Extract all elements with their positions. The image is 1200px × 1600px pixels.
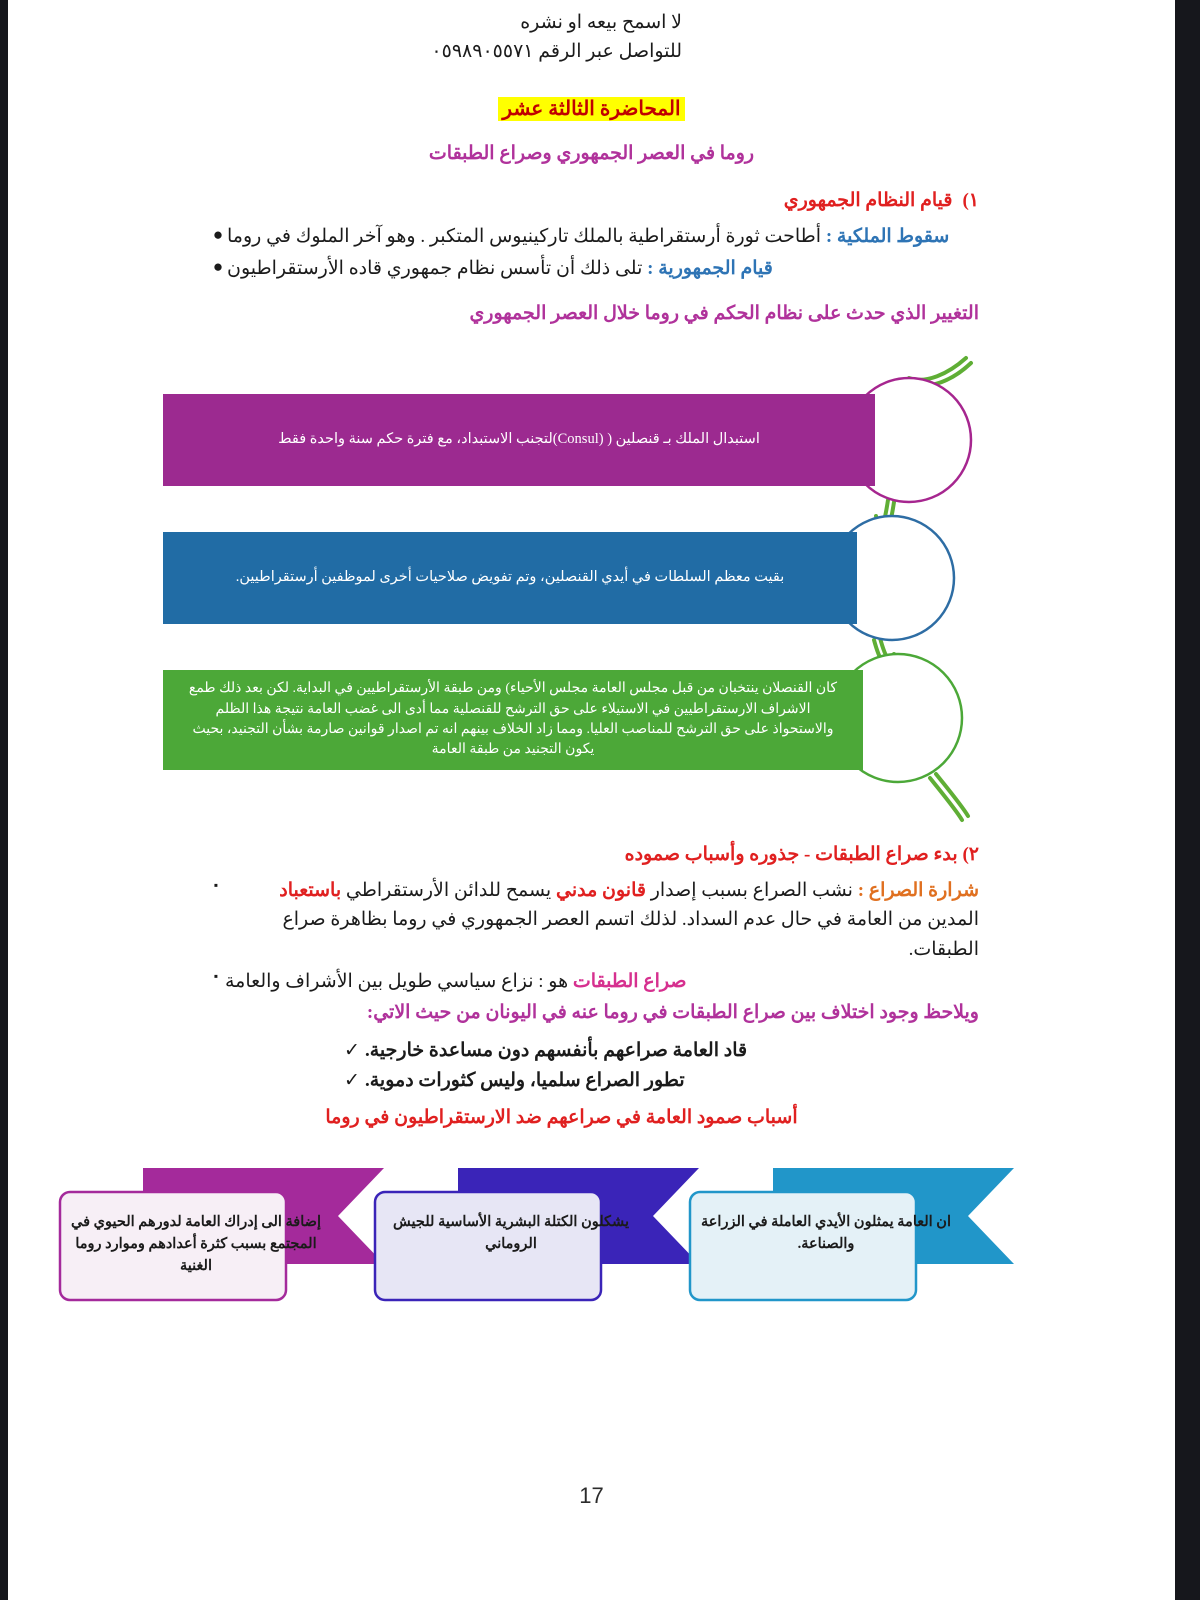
- section1-bullet-1-key: سقوط الملكية :: [825, 226, 950, 247]
- section2-heading-text: بدء صراع الطبقات - جذوره وأسباب صموده: [624, 844, 958, 865]
- window-left-edge: [0, 0, 8, 1600]
- section2-reasons-heading: [8, 1106, 1175, 1129]
- checkmark-icon: ✓: [344, 1040, 360, 1061]
- window-right-edge: [1175, 0, 1200, 1600]
- diagram-bar-1: [163, 394, 875, 486]
- section2-bullet-1-part2: يسمح للدائن الأرستقراطي: [345, 880, 552, 901]
- bullet-dot-icon: ●: [212, 225, 224, 244]
- callout-row: [8, 1160, 1175, 1310]
- section2-bullet-1-text: [225, 876, 979, 964]
- section1-heading: [784, 189, 979, 212]
- diagram-bar-2-text: بقيت معظم السلطات في أيدي القنصلين، وتم تفويض صلاحيات أخرى لموظفين أرستقراطيين.: [235, 569, 785, 586]
- list-item: [209, 254, 979, 283]
- check-item-1-text: قاد العامة صراعهم بأنفسهم دون مساعدة خارجية.: [365, 1040, 748, 1061]
- section2-bullet-list: [207, 876, 979, 1000]
- section2-heading: [625, 843, 979, 866]
- section1-bullet-list: [209, 222, 979, 287]
- page-number: 17: [579, 1483, 604, 1508]
- list-item: [207, 876, 979, 964]
- list-item: [209, 222, 979, 251]
- callout-indigo-text: يشكلون الكتلة البشرية الأساسية للجيش الروماني: [393, 1214, 629, 1252]
- process-diagram: [8, 350, 1175, 830]
- callout-cyan: [678, 1160, 1014, 1310]
- list-item: [339, 1066, 979, 1096]
- document-page: [8, 0, 1175, 1600]
- section2-bullet-1-hl1: قانون مدني: [555, 880, 646, 901]
- bullet-square-icon: ▪: [213, 969, 219, 984]
- section2-bullet-2-key: صراع الطبقات: [572, 971, 687, 993]
- section1-bullet-2-text: [227, 254, 773, 283]
- section2-notice-heading: ويلاحظ وجود اختلاف بين صراع الطبقات في روما عنه في اليونان من حيث الاتي:: [366, 1002, 979, 1023]
- bullet-dot-icon: ●: [212, 257, 224, 277]
- callout-cyan-text: ان العامة يمثلون الأيدي العاملة في الزراعة والصناعة.: [701, 1214, 951, 1252]
- section1-number: ١): [962, 190, 979, 211]
- section2-bullet-1-hl2: باستعباد: [279, 880, 342, 901]
- section1-bullet-1-rest: أطاحت ثورة أرستقراطية بالملك تاركينيوس المتكبر . وهو آخر الملوك في روما: [227, 226, 822, 247]
- diagram-bar-1-text: استبدال الملك بـ قنصلين ( (Consul)لتجنب الاستبداد، مع فترة حكم سنة واحدة فقط: [278, 431, 760, 448]
- diagram-bar-3-text: كان القنصلان ينتخبان من قبل مجلس العامة مجلس الأحياء) ومن طبقة الأرستقراطيين في البداية. لكن بعد ذلك طمع الاشراف الارستقراطيين في الاستيلاء على حق الترشح للقنصلية مما أدى الى غضب العامة نتيجة هذا الظلم والاستحواذ على حق الترشح للمناصب العليا. ومما زاد الخلاف بينهم انه تم اصدار قوانين صارمة بشأن التجنيد، بحيث يكون التجنيد من طبقة العامة: [188, 681, 838, 758]
- lecture-title: [8, 96, 1175, 121]
- diagram-bar-3: [163, 670, 863, 770]
- section1-bullet-1-text: [227, 222, 949, 251]
- section2-reasons-heading-text: أسباب صمود العامة في صراعهم ضد الارستقراطيون في روما: [325, 1107, 798, 1128]
- section2-number: ٢): [962, 844, 979, 865]
- section1-heading-text: قيام النظام الجمهوري: [783, 190, 953, 211]
- diagram-bar-2: [163, 532, 857, 624]
- list-item: [339, 1036, 979, 1066]
- callout-magenta-text: إضافة الى إدراك العامة لدورهم الحيوي في المجتمع بسبب كثرة أعدادهم وموارد روما الغنية: [71, 1214, 321, 1274]
- section1-bullet-2-rest: تلى ذلك أن تأسس نظام جمهوري قاده الأرستقراطيون: [227, 258, 643, 280]
- connector-segment: [909, 358, 966, 380]
- list-item: [207, 967, 979, 996]
- section1-change-heading: التغيير الذي حدث على نظام الحكم في روما خلال العصر الجمهوري: [469, 303, 979, 324]
- section2-bullet-2-rest: هو : نزاع سياسي طويل بين الأشراف والعامة: [225, 971, 569, 993]
- section2-bullet-1-part3: المدين من العامة في حال عدم السداد. لذلك اتسم العصر الجمهوري في روما بظاهرة صراع الطبقات.: [282, 909, 979, 960]
- section2-bullet-1-part1: نشب الصراع بسبب إصدار: [650, 880, 853, 901]
- document-subtitle: روما في العصر الجمهوري وصراع الطبقات: [428, 143, 755, 164]
- section2-bullet-2-text: [225, 967, 687, 996]
- lecture-title-text: المحاضرة الثالثة عشر: [498, 97, 684, 121]
- section2-check-list: [339, 1036, 979, 1097]
- connector-segment: [936, 774, 968, 816]
- header-note-line2: للتواصل عبر الرقم ٠٥٩٨٩٠٥٥٧١: [431, 41, 682, 63]
- section1-bullet-2-key: قيام الجمهورية :: [647, 258, 773, 280]
- check-item-2-text: تطور الصراع سلميا، وليس كثورات دموية.: [365, 1070, 685, 1092]
- callout-indigo: [363, 1160, 699, 1310]
- bullet-square-icon: ▪: [213, 878, 219, 892]
- section2-bullet-1-key: شرارة الصراع :: [857, 880, 979, 901]
- header-note-line1: لا اسمح بيعه او نشره: [520, 12, 682, 33]
- callout-magenta: [48, 1160, 384, 1310]
- header-note: [431, 8, 682, 67]
- checkmark-icon: ✓: [344, 1070, 360, 1092]
